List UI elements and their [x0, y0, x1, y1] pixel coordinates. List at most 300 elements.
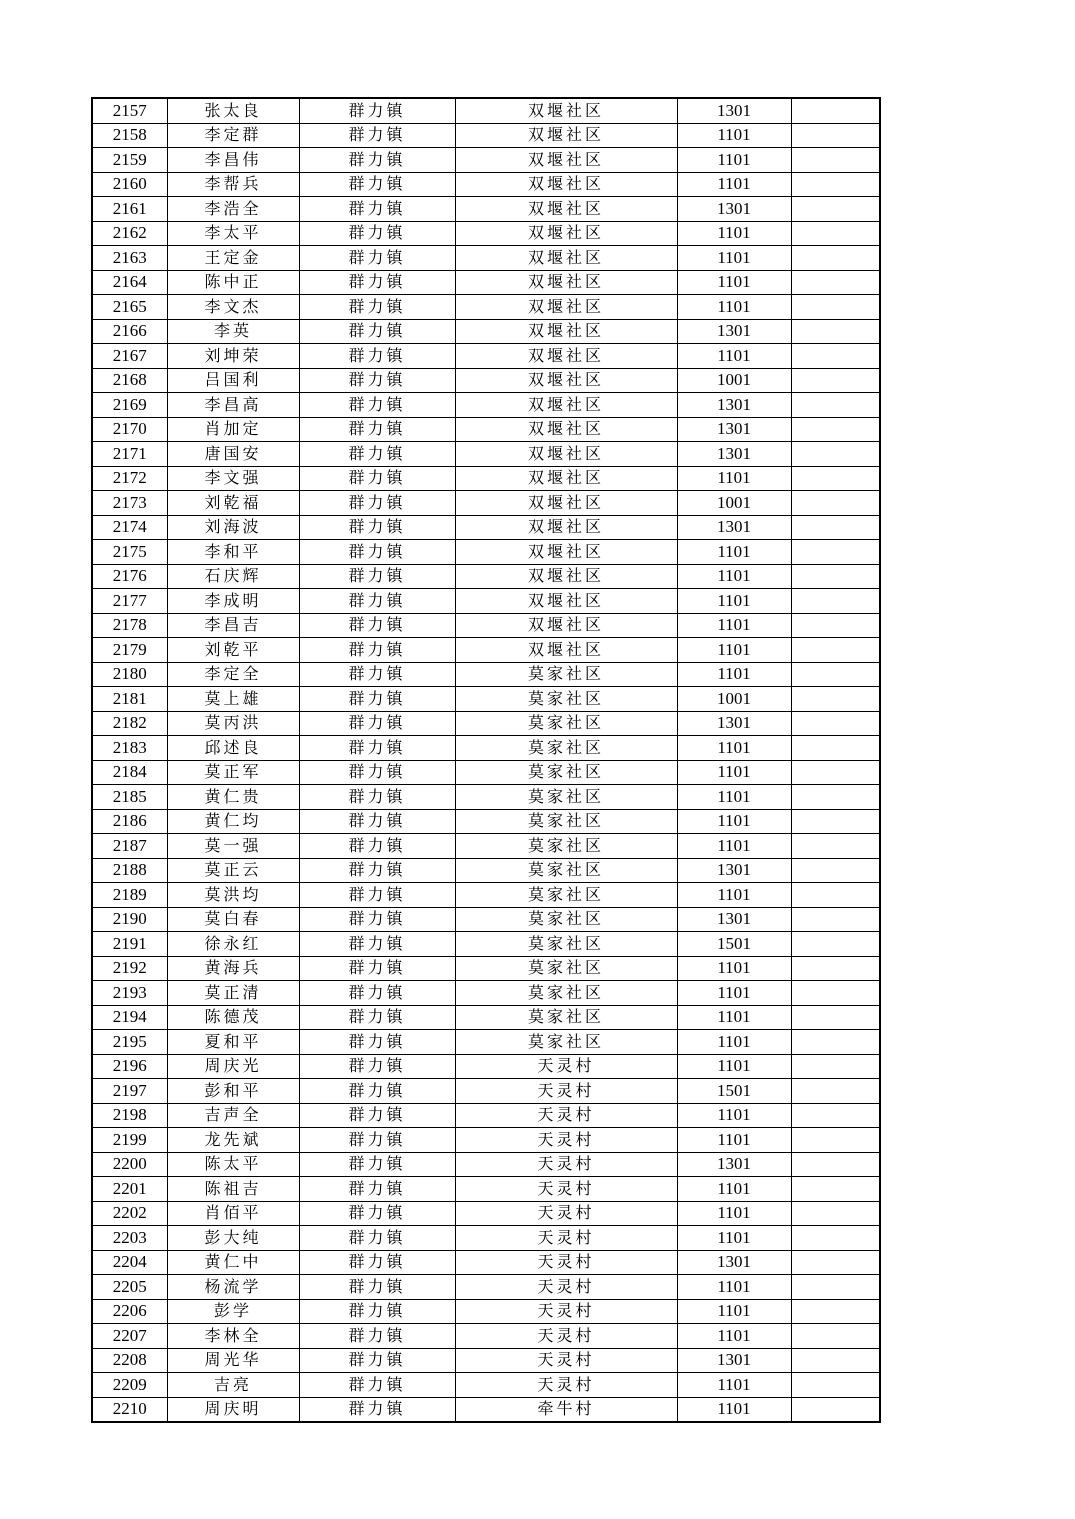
cell-number: 2170 — [92, 417, 167, 442]
cell-code: 1301 — [677, 1152, 791, 1177]
cell-note — [791, 736, 880, 761]
table-row — [92, 809, 880, 834]
cell-name: 莫白春 — [167, 907, 299, 932]
cell-code: 1101 — [677, 883, 791, 908]
table-row — [92, 564, 880, 589]
table-row — [92, 393, 880, 418]
table-row — [92, 589, 880, 614]
cell-code: 1301 — [677, 1250, 791, 1275]
cell-village: 莫家社区 — [455, 834, 677, 859]
cell-code: 1101 — [677, 785, 791, 810]
table-row — [92, 98, 880, 123]
table-row — [92, 148, 880, 173]
cell-code: 1501 — [677, 932, 791, 957]
cell-village: 天灵村 — [455, 1348, 677, 1373]
cell-number: 2191 — [92, 932, 167, 957]
cell-code: 1301 — [677, 711, 791, 736]
cell-name: 唐国安 — [167, 442, 299, 467]
cell-town: 群力镇 — [299, 662, 455, 687]
cell-note — [791, 907, 880, 932]
cell-note — [791, 883, 880, 908]
cell-number: 2189 — [92, 883, 167, 908]
cell-name: 吕国利 — [167, 368, 299, 393]
cell-town: 群力镇 — [299, 638, 455, 663]
table-body — [92, 98, 880, 1422]
table-row — [92, 270, 880, 295]
cell-note — [791, 1250, 880, 1275]
table-row — [92, 368, 880, 393]
cell-village: 莫家社区 — [455, 809, 677, 834]
cell-code: 1001 — [677, 368, 791, 393]
cell-code: 1101 — [677, 809, 791, 834]
cell-code: 1101 — [677, 295, 791, 320]
cell-code: 1001 — [677, 491, 791, 516]
cell-village: 双堰社区 — [455, 564, 677, 589]
cell-town: 群力镇 — [299, 687, 455, 712]
cell-code: 1101 — [677, 834, 791, 859]
cell-code: 1101 — [677, 148, 791, 173]
cell-number: 2158 — [92, 123, 167, 148]
cell-town: 群力镇 — [299, 1250, 455, 1275]
cell-code: 1101 — [677, 662, 791, 687]
cell-town: 群力镇 — [299, 785, 455, 810]
cell-note — [791, 834, 880, 859]
table-row — [92, 932, 880, 957]
cell-name: 莫洪均 — [167, 883, 299, 908]
cell-name: 刘海波 — [167, 515, 299, 540]
cell-name: 李文杰 — [167, 295, 299, 320]
cell-note — [791, 1177, 880, 1202]
cell-number: 2162 — [92, 221, 167, 246]
cell-name: 李林全 — [167, 1324, 299, 1349]
cell-village: 莫家社区 — [455, 907, 677, 932]
cell-number: 2192 — [92, 956, 167, 981]
cell-town: 群力镇 — [299, 442, 455, 467]
cell-village: 天灵村 — [455, 1103, 677, 1128]
table-row — [92, 613, 880, 638]
table-row — [92, 1030, 880, 1055]
cell-number: 2173 — [92, 491, 167, 516]
cell-note — [791, 368, 880, 393]
cell-name: 张太良 — [167, 98, 299, 123]
cell-note — [791, 295, 880, 320]
cell-town: 群力镇 — [299, 1226, 455, 1251]
cell-note — [791, 172, 880, 197]
cell-code: 1301 — [677, 393, 791, 418]
cell-name: 黄海兵 — [167, 956, 299, 981]
cell-name: 李昌高 — [167, 393, 299, 418]
table-row — [92, 221, 880, 246]
cell-number: 2198 — [92, 1103, 167, 1128]
cell-code: 1101 — [677, 1054, 791, 1079]
cell-number: 2207 — [92, 1324, 167, 1349]
cell-note — [791, 662, 880, 687]
cell-village: 双堰社区 — [455, 417, 677, 442]
table-row — [92, 834, 880, 859]
cell-code: 1101 — [677, 1201, 791, 1226]
cell-code: 1101 — [677, 760, 791, 785]
cell-town: 群力镇 — [299, 417, 455, 442]
cell-town: 群力镇 — [299, 564, 455, 589]
cell-name: 莫正军 — [167, 760, 299, 785]
table-row — [92, 785, 880, 810]
cell-name: 周庆明 — [167, 1397, 299, 1422]
cell-town: 群力镇 — [299, 883, 455, 908]
cell-number: 2210 — [92, 1397, 167, 1422]
cell-note — [791, 687, 880, 712]
table-row — [92, 1177, 880, 1202]
cell-village: 莫家社区 — [455, 1005, 677, 1030]
cell-note — [791, 981, 880, 1006]
cell-number: 2202 — [92, 1201, 167, 1226]
cell-village: 双堰社区 — [455, 344, 677, 369]
cell-name: 吉亮 — [167, 1373, 299, 1398]
cell-name: 李和平 — [167, 540, 299, 565]
cell-number: 2176 — [92, 564, 167, 589]
cell-number: 2178 — [92, 613, 167, 638]
cell-code: 1101 — [677, 564, 791, 589]
cell-name: 莫丙洪 — [167, 711, 299, 736]
cell-name: 肖加定 — [167, 417, 299, 442]
cell-town: 群力镇 — [299, 540, 455, 565]
cell-town: 群力镇 — [299, 1005, 455, 1030]
cell-number: 2180 — [92, 662, 167, 687]
cell-name: 李浩全 — [167, 197, 299, 222]
cell-number: 2186 — [92, 809, 167, 834]
cell-village: 双堰社区 — [455, 638, 677, 663]
cell-village: 天灵村 — [455, 1226, 677, 1251]
cell-number: 2204 — [92, 1250, 167, 1275]
cell-note — [791, 148, 880, 173]
cell-number: 2209 — [92, 1373, 167, 1398]
cell-town: 群力镇 — [299, 1275, 455, 1300]
cell-town: 群力镇 — [299, 515, 455, 540]
cell-name: 莫一强 — [167, 834, 299, 859]
table-row — [92, 491, 880, 516]
cell-name: 莫正清 — [167, 981, 299, 1006]
cell-village: 莫家社区 — [455, 687, 677, 712]
cell-note — [791, 564, 880, 589]
cell-town: 群力镇 — [299, 1299, 455, 1324]
cell-village: 天灵村 — [455, 1177, 677, 1202]
cell-code: 1101 — [677, 981, 791, 1006]
table-row — [92, 1324, 880, 1349]
cell-code: 1101 — [677, 1275, 791, 1300]
cell-town: 群力镇 — [299, 809, 455, 834]
cell-town: 群力镇 — [299, 368, 455, 393]
cell-code: 1101 — [677, 1103, 791, 1128]
cell-village: 双堰社区 — [455, 442, 677, 467]
table-row — [92, 1152, 880, 1177]
cell-town: 群力镇 — [299, 956, 455, 981]
roster-table — [91, 97, 881, 1423]
cell-code: 1101 — [677, 1226, 791, 1251]
cell-code: 1301 — [677, 515, 791, 540]
cell-town: 群力镇 — [299, 1324, 455, 1349]
cell-code: 1301 — [677, 1348, 791, 1373]
cell-name: 李太平 — [167, 221, 299, 246]
table-row — [92, 1373, 880, 1398]
table-row — [92, 858, 880, 883]
cell-village: 天灵村 — [455, 1054, 677, 1079]
cell-name: 黄仁中 — [167, 1250, 299, 1275]
cell-town: 群力镇 — [299, 613, 455, 638]
cell-village: 莫家社区 — [455, 858, 677, 883]
cell-note — [791, 1103, 880, 1128]
cell-village: 天灵村 — [455, 1275, 677, 1300]
table-row — [92, 295, 880, 320]
cell-note — [791, 344, 880, 369]
table-row — [92, 1275, 880, 1300]
cell-note — [791, 1324, 880, 1349]
cell-town: 群力镇 — [299, 1128, 455, 1153]
cell-town: 群力镇 — [299, 589, 455, 614]
cell-town: 群力镇 — [299, 221, 455, 246]
cell-number: 2201 — [92, 1177, 167, 1202]
cell-code: 1101 — [677, 270, 791, 295]
cell-village: 莫家社区 — [455, 883, 677, 908]
cell-code: 1101 — [677, 638, 791, 663]
cell-name: 陈德茂 — [167, 1005, 299, 1030]
cell-number: 2190 — [92, 907, 167, 932]
table-row — [92, 1103, 880, 1128]
cell-name: 李文强 — [167, 466, 299, 491]
cell-village: 莫家社区 — [455, 662, 677, 687]
table-row — [92, 711, 880, 736]
cell-town: 群力镇 — [299, 98, 455, 123]
table-row — [92, 246, 880, 271]
cell-code: 1101 — [677, 221, 791, 246]
cell-code: 1101 — [677, 344, 791, 369]
table-row — [92, 662, 880, 687]
cell-town: 群力镇 — [299, 932, 455, 957]
table-row — [92, 956, 880, 981]
cell-town: 群力镇 — [299, 197, 455, 222]
table-row — [92, 442, 880, 467]
cell-note — [791, 123, 880, 148]
cell-village: 双堰社区 — [455, 540, 677, 565]
cell-code: 1301 — [677, 442, 791, 467]
cell-name: 刘乾福 — [167, 491, 299, 516]
cell-code: 1101 — [677, 1177, 791, 1202]
cell-town: 群力镇 — [299, 1201, 455, 1226]
cell-name: 徐永红 — [167, 932, 299, 957]
cell-note — [791, 270, 880, 295]
cell-town: 群力镇 — [299, 270, 455, 295]
cell-name: 夏和平 — [167, 1030, 299, 1055]
cell-note — [791, 1005, 880, 1030]
cell-number: 2199 — [92, 1128, 167, 1153]
cell-code: 1101 — [677, 1373, 791, 1398]
cell-village: 双堰社区 — [455, 221, 677, 246]
cell-note — [791, 515, 880, 540]
cell-number: 2187 — [92, 834, 167, 859]
cell-note — [791, 589, 880, 614]
cell-village: 天灵村 — [455, 1152, 677, 1177]
table-row — [92, 981, 880, 1006]
cell-town: 群力镇 — [299, 1054, 455, 1079]
cell-code: 1301 — [677, 858, 791, 883]
cell-code: 1101 — [677, 1324, 791, 1349]
cell-town: 群力镇 — [299, 172, 455, 197]
cell-number: 2168 — [92, 368, 167, 393]
cell-note — [791, 1397, 880, 1422]
cell-code: 1101 — [677, 1397, 791, 1422]
cell-number: 2181 — [92, 687, 167, 712]
cell-code: 1101 — [677, 1299, 791, 1324]
cell-number: 2177 — [92, 589, 167, 614]
cell-note — [791, 1128, 880, 1153]
cell-number: 2203 — [92, 1226, 167, 1251]
cell-village: 天灵村 — [455, 1373, 677, 1398]
cell-village: 双堰社区 — [455, 466, 677, 491]
cell-code: 1101 — [677, 1128, 791, 1153]
cell-code: 1301 — [677, 417, 791, 442]
cell-code: 1101 — [677, 956, 791, 981]
cell-number: 2194 — [92, 1005, 167, 1030]
cell-note — [791, 98, 880, 123]
table-row — [92, 466, 880, 491]
cell-number: 2161 — [92, 197, 167, 222]
cell-town: 群力镇 — [299, 1079, 455, 1104]
cell-note — [791, 197, 880, 222]
cell-note — [791, 466, 880, 491]
table-row — [92, 1250, 880, 1275]
cell-code: 1301 — [677, 98, 791, 123]
cell-village: 天灵村 — [455, 1299, 677, 1324]
cell-note — [791, 417, 880, 442]
table-row — [92, 417, 880, 442]
cell-village: 双堰社区 — [455, 393, 677, 418]
cell-code: 1101 — [677, 123, 791, 148]
cell-village: 天灵村 — [455, 1201, 677, 1226]
cell-note — [791, 809, 880, 834]
cell-town: 群力镇 — [299, 981, 455, 1006]
cell-number: 2174 — [92, 515, 167, 540]
cell-name: 陈祖吉 — [167, 1177, 299, 1202]
cell-number: 2185 — [92, 785, 167, 810]
cell-name: 黄仁均 — [167, 809, 299, 834]
cell-number: 2183 — [92, 736, 167, 761]
cell-name: 黄仁贵 — [167, 785, 299, 810]
cell-name: 周庆光 — [167, 1054, 299, 1079]
cell-town: 群力镇 — [299, 834, 455, 859]
cell-note — [791, 785, 880, 810]
table-row — [92, 123, 880, 148]
cell-number: 2157 — [92, 98, 167, 123]
cell-name: 陈中正 — [167, 270, 299, 295]
table-row — [92, 736, 880, 761]
cell-code: 1301 — [677, 907, 791, 932]
cell-name: 石庆辉 — [167, 564, 299, 589]
cell-town: 群力镇 — [299, 319, 455, 344]
cell-town: 群力镇 — [299, 246, 455, 271]
cell-note — [791, 711, 880, 736]
table-row — [92, 1348, 880, 1373]
cell-note — [791, 1348, 880, 1373]
cell-village: 双堰社区 — [455, 295, 677, 320]
cell-village: 莫家社区 — [455, 736, 677, 761]
cell-code: 1501 — [677, 1079, 791, 1104]
cell-village: 双堰社区 — [455, 246, 677, 271]
cell-number: 2182 — [92, 711, 167, 736]
cell-village: 莫家社区 — [455, 711, 677, 736]
table-row — [92, 1299, 880, 1324]
table-row — [92, 760, 880, 785]
table-row — [92, 515, 880, 540]
cell-village: 双堰社区 — [455, 491, 677, 516]
cell-number: 2166 — [92, 319, 167, 344]
table-row — [92, 1128, 880, 1153]
table-row — [92, 1079, 880, 1104]
cell-village: 双堰社区 — [455, 319, 677, 344]
cell-village: 莫家社区 — [455, 956, 677, 981]
cell-note — [791, 1079, 880, 1104]
table-row — [92, 687, 880, 712]
cell-note — [791, 319, 880, 344]
cell-note — [791, 1030, 880, 1055]
table-row — [92, 1397, 880, 1422]
cell-name: 肖佰平 — [167, 1201, 299, 1226]
cell-note — [791, 1201, 880, 1226]
cell-town: 群力镇 — [299, 491, 455, 516]
cell-note — [791, 1152, 880, 1177]
cell-town: 群力镇 — [299, 858, 455, 883]
cell-name: 李成明 — [167, 589, 299, 614]
cell-note — [791, 1054, 880, 1079]
cell-town: 群力镇 — [299, 344, 455, 369]
cell-village: 莫家社区 — [455, 981, 677, 1006]
cell-town: 群力镇 — [299, 711, 455, 736]
cell-village: 天灵村 — [455, 1079, 677, 1104]
cell-number: 2171 — [92, 442, 167, 467]
cell-note — [791, 540, 880, 565]
cell-number: 2159 — [92, 148, 167, 173]
cell-town: 群力镇 — [299, 466, 455, 491]
table-row — [92, 907, 880, 932]
cell-number: 2175 — [92, 540, 167, 565]
cell-note — [791, 393, 880, 418]
table-row — [92, 197, 880, 222]
cell-note — [791, 858, 880, 883]
cell-town: 群力镇 — [299, 1348, 455, 1373]
cell-name: 彭学 — [167, 1299, 299, 1324]
cell-note — [791, 1373, 880, 1398]
cell-village: 莫家社区 — [455, 932, 677, 957]
cell-code: 1101 — [677, 1030, 791, 1055]
cell-village: 天灵村 — [455, 1250, 677, 1275]
cell-name: 龙先斌 — [167, 1128, 299, 1153]
table-row — [92, 172, 880, 197]
cell-code: 1101 — [677, 540, 791, 565]
cell-code: 1101 — [677, 736, 791, 761]
cell-village: 莫家社区 — [455, 760, 677, 785]
cell-number: 2206 — [92, 1299, 167, 1324]
cell-note — [791, 442, 880, 467]
cell-number: 2188 — [92, 858, 167, 883]
cell-town: 群力镇 — [299, 148, 455, 173]
cell-code: 1101 — [677, 589, 791, 614]
cell-name: 彭和平 — [167, 1079, 299, 1104]
cell-village: 双堰社区 — [455, 172, 677, 197]
cell-name: 刘乾平 — [167, 638, 299, 663]
cell-note — [791, 613, 880, 638]
cell-town: 群力镇 — [299, 1373, 455, 1398]
cell-town: 群力镇 — [299, 1030, 455, 1055]
cell-town: 群力镇 — [299, 1103, 455, 1128]
cell-name: 莫正云 — [167, 858, 299, 883]
cell-name: 李定全 — [167, 662, 299, 687]
